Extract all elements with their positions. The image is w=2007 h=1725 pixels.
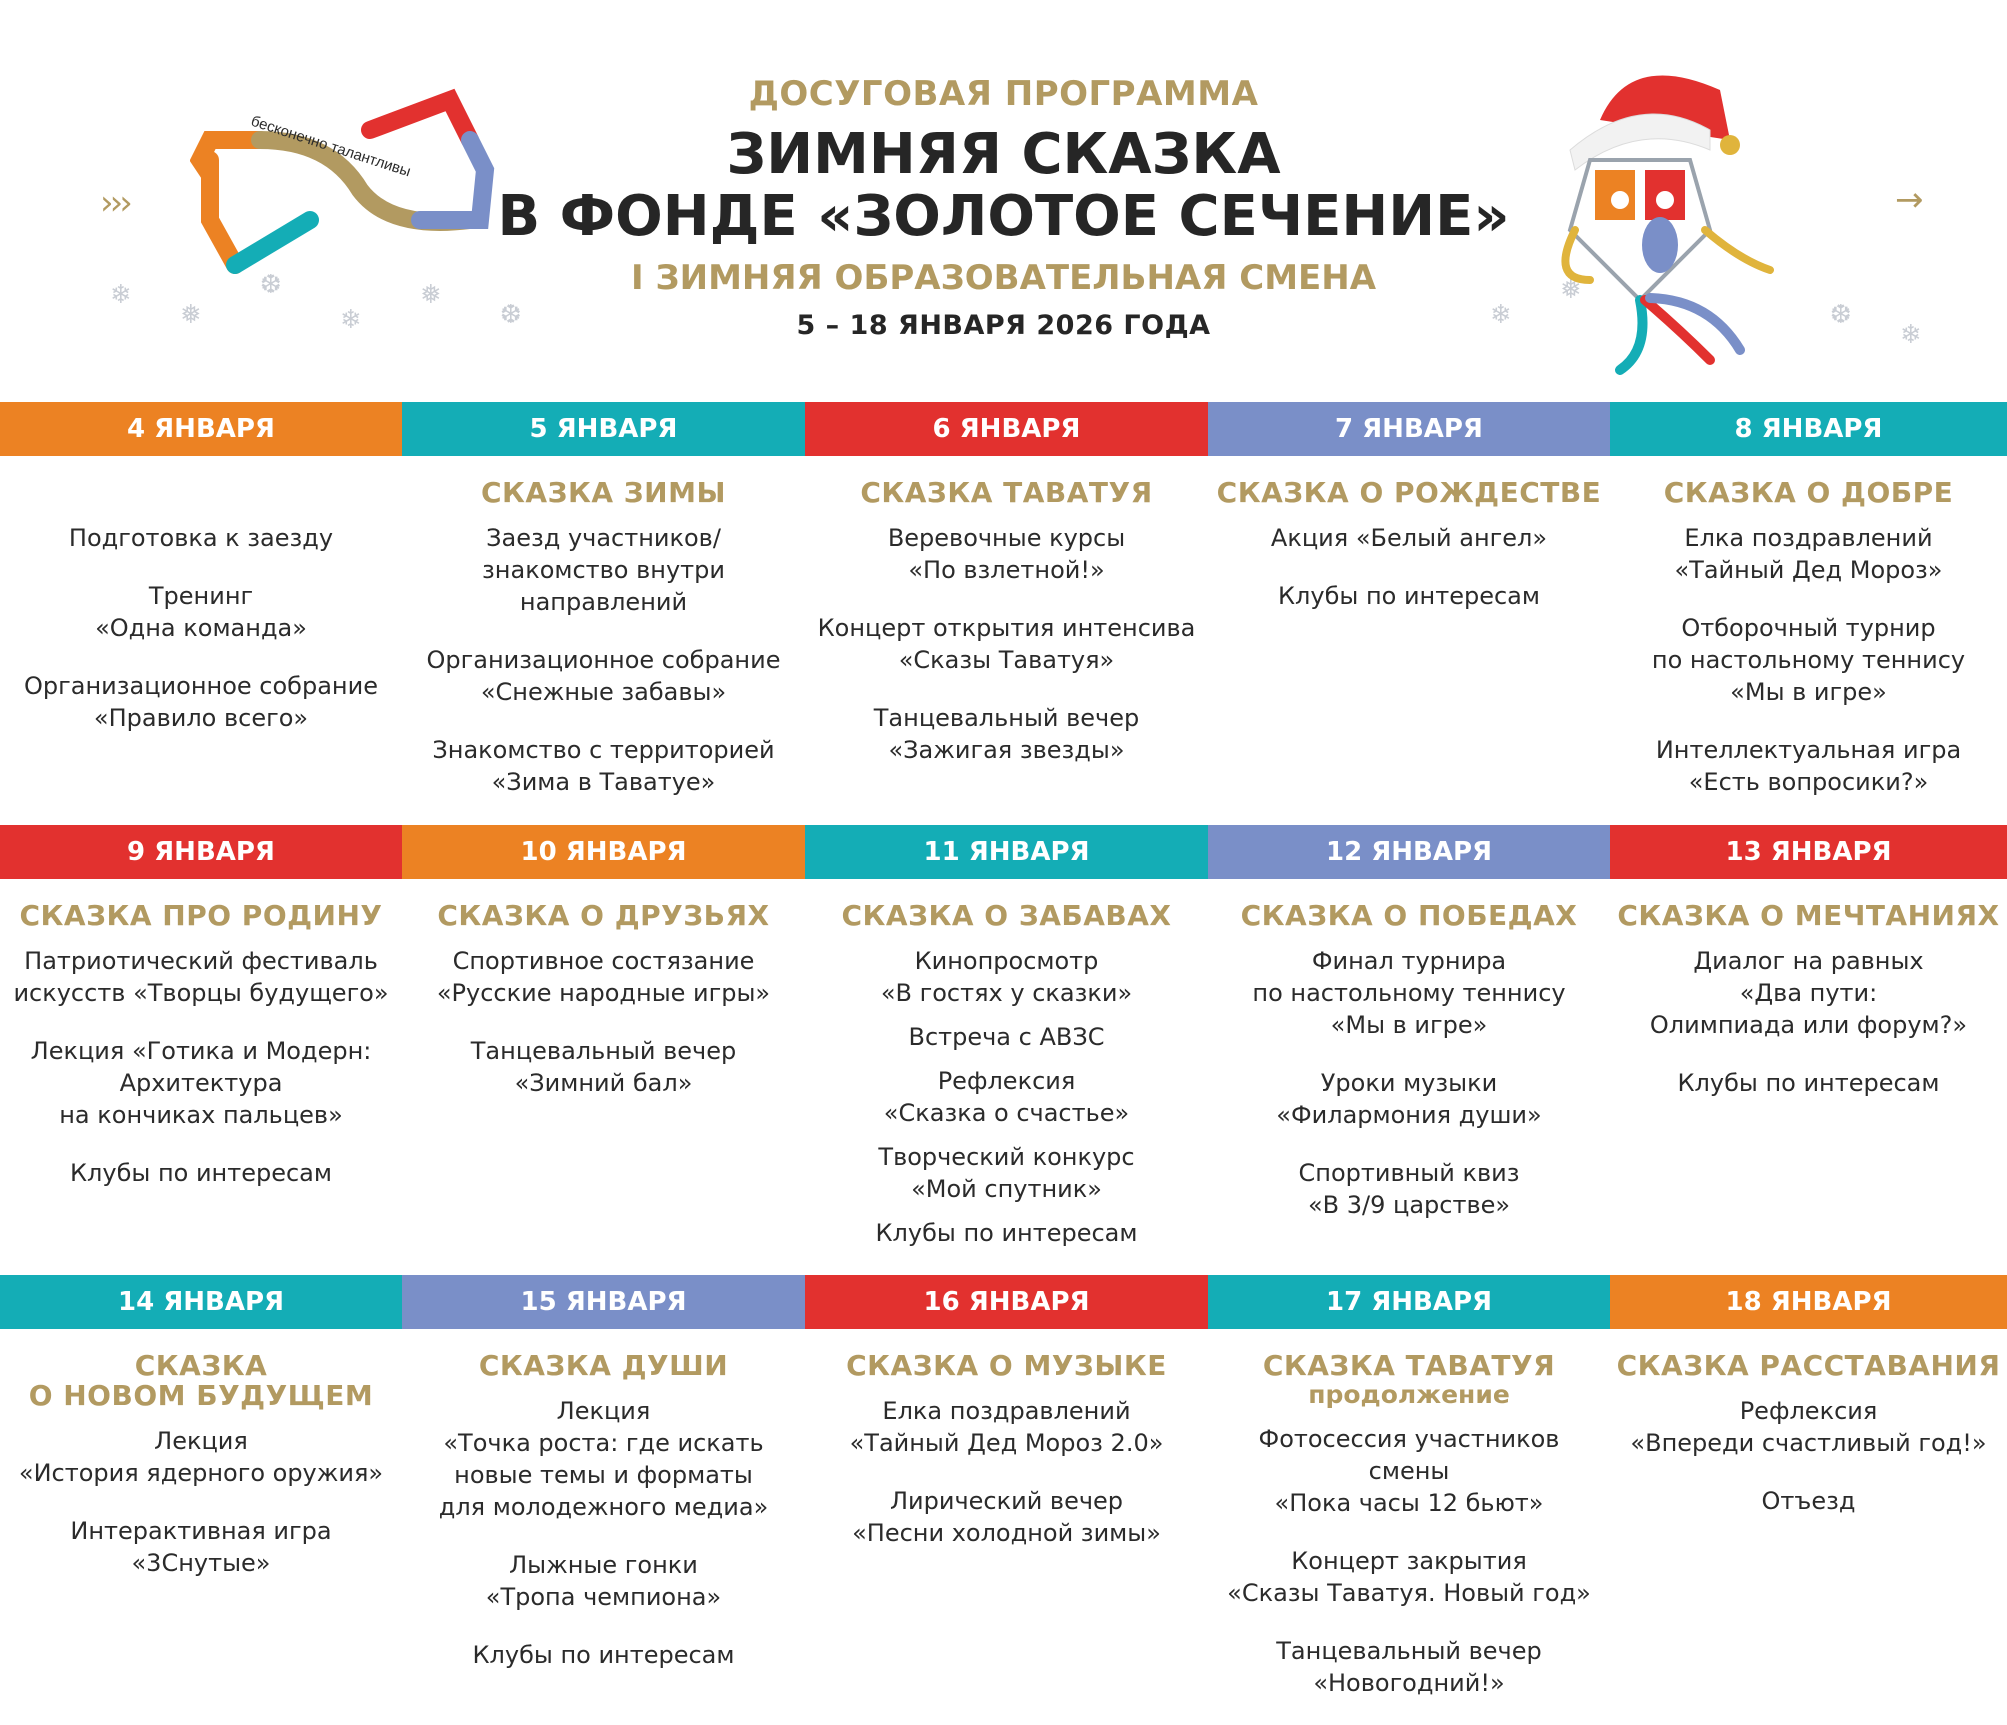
day-title: СКАЗКА ПРО РОДИНУ	[19, 899, 383, 932]
event-list	[0, 522, 402, 734]
event-item: Подготовка к заезду	[68, 524, 334, 552]
day-column	[1610, 1275, 2007, 1543]
date-bar: 16 ЯНВАРЯ	[805, 1275, 1208, 1329]
event-item: Рефлексия «Сказка о счастье»	[883, 1067, 1130, 1127]
decorative-chevrons-icon: ›››	[100, 183, 129, 223]
day-title: СКАЗКА О ДРУЗЬЯХ	[437, 899, 770, 932]
date-bar: 14 ЯНВАРЯ	[0, 1275, 402, 1329]
day-column	[0, 1275, 402, 1605]
event-item: Спортивное состязание «Русские народные игры»	[436, 947, 771, 1007]
event-list	[805, 1395, 1208, 1549]
event-list	[1208, 1423, 1610, 1699]
day-column	[1610, 825, 2007, 1125]
event-item: Лыжные гонки «Тропа чемпиона»	[485, 1551, 722, 1611]
snowflake-icon: ❆	[1830, 300, 1852, 330]
event-item: Фотосессия участников смены «Пока часы 12 бьют»	[1258, 1425, 1560, 1517]
date-bar: 6 ЯНВАРЯ	[805, 402, 1208, 456]
day-column	[0, 825, 402, 1215]
event-item: Организационное собрание «Правило всего»	[24, 672, 378, 732]
day-title: СКАЗКА ТАВАТУЯ	[860, 476, 1153, 509]
day-title: СКАЗКА О РОЖДЕСТВЕ	[1216, 476, 1602, 509]
event-item: Елка поздравлений «Тайный Дед Мороз»	[1674, 524, 1943, 584]
snowflake-icon: ❆	[260, 270, 282, 300]
day-title: СКАЗКА О МУЗЫКЕ	[846, 1349, 1167, 1382]
day-title: СКАЗКА ДУШИ	[478, 1349, 729, 1382]
day-column	[805, 1275, 1208, 1575]
day-title: СКАЗКА О ЗАБАВАХ	[841, 899, 1172, 932]
snowflake-icon: ❅	[420, 280, 442, 310]
subtitle-bottom: I ЗИМНЯЯ ОБРАЗОВАТЕЛЬНАЯ СМЕНА	[630, 258, 1377, 298]
day-title	[0, 478, 402, 508]
event-item: Патриотический фестиваль искусств «Творцы будущего»	[13, 947, 389, 1007]
event-item: Концерт открытия интенсива «Сказы Таватуя»	[817, 614, 1196, 674]
day-title: СКАЗКА О ПОБЕДАХ	[1240, 899, 1578, 932]
event-item: Елка поздравлений «Тайный Дед Мороз 2.0»	[849, 1397, 1164, 1457]
day-title: СКАЗКА РАССТАВАНИЯ	[1616, 1349, 2001, 1382]
svg-text:бесконечно талантливы: бесконечно талантливы	[248, 112, 413, 181]
snowflake-icon: ❆	[500, 300, 522, 330]
snowflake-icon: ❄	[340, 305, 362, 335]
event-list	[0, 945, 402, 1189]
event-item: Танцевальный вечер «Новогодний!»	[1276, 1637, 1542, 1697]
event-list	[1610, 945, 2007, 1099]
day-title: СКАЗКА О МЕЧТАНИЯХ	[1617, 899, 2000, 932]
decorative-arrow-icon: →	[1895, 180, 1924, 220]
event-item: Отъезд	[1761, 1487, 1856, 1515]
event-item: Акция «Белый ангел»	[1270, 524, 1548, 552]
event-item: Рефлексия «Впереди счастливый год!»	[1630, 1397, 1987, 1457]
day-column	[805, 402, 1208, 792]
date-bar: 11 ЯНВАРЯ	[805, 825, 1208, 879]
event-list	[1610, 522, 2007, 798]
snowflake-icon: ❄	[110, 280, 132, 310]
event-list	[402, 1395, 805, 1671]
day-column	[402, 402, 805, 824]
event-item: Лекция «Готика и Модерн: Архитектура на кончиках пальцев»	[30, 1037, 372, 1129]
event-item: Лекция «Точка роста: где искать новые темы и форматы для молодежного медиа»	[438, 1397, 769, 1521]
event-item: Лирический вечер «Песни холодной зимы»	[852, 1487, 1161, 1547]
snowflake-icon: ❅	[180, 300, 202, 330]
event-item: Тренинг «Одна команда»	[95, 582, 307, 642]
day-column	[402, 825, 805, 1125]
snowflake-icon: ❄	[1490, 300, 1512, 330]
day-column	[1208, 402, 1610, 638]
date-bar: 17 ЯНВАРЯ	[1208, 1275, 1610, 1329]
event-item: Концерт закрытия «Сказы Таватуя. Новый год»	[1227, 1547, 1591, 1607]
event-item: Знакомство с территорией «Зима в Таватуе»	[432, 736, 775, 796]
subtitle-top: ДОСУГОВАЯ ПРОГРАММА	[748, 74, 1259, 114]
event-item: Танцевальный вечер «Зимний бал»	[470, 1037, 737, 1097]
event-item: Веревочные курсы «По взлетной!»	[887, 524, 1126, 584]
event-item: Спортивный квиз «В 3/9 царстве»	[1298, 1159, 1520, 1219]
snowflake-icon: ❄	[1900, 320, 1922, 350]
snowflake-icon: ❅	[1560, 275, 1582, 305]
day-title: СКАЗКА ТАВАТУЯ	[1262, 1349, 1556, 1382]
day-column	[402, 1275, 805, 1697]
event-item: Уроки музыки «Филармония души»	[1276, 1069, 1542, 1129]
date-bar: 5 ЯНВАРЯ	[402, 402, 805, 456]
event-item: Финал турнира по настольному теннису «Мы в игре»	[1252, 947, 1566, 1039]
page-title: ЗИМНЯЯ СКАЗКА В ФОНДЕ «ЗОЛОТОЕ СЕЧЕНИЕ»	[497, 122, 1510, 249]
date-bar: 8 ЯНВАРЯ	[1610, 402, 2007, 456]
date-bar: 7 ЯНВАРЯ	[1208, 402, 1610, 456]
program-dates: 5 – 18 ЯНВАРЯ 2026 ГОДА	[796, 310, 1211, 341]
event-list	[402, 945, 805, 1099]
day-column	[1208, 825, 1610, 1247]
date-bar: 15 ЯНВАРЯ	[402, 1275, 805, 1329]
event-item: Встреча с АВЗС	[908, 1023, 1105, 1051]
event-item: Интерактивная игра «3Снутые»	[70, 1517, 332, 1577]
date-bar: 13 ЯНВАРЯ	[1610, 825, 2007, 879]
date-bar: 12 ЯНВАРЯ	[1208, 825, 1610, 879]
event-list	[1208, 945, 1610, 1221]
date-bar: 10 ЯНВАРЯ	[402, 825, 805, 879]
event-list	[402, 522, 805, 798]
event-item: Клубы по интересам	[1277, 582, 1540, 610]
day-column	[1610, 402, 2007, 824]
day-column	[0, 402, 402, 760]
day-subtitle: продолжение	[1308, 1380, 1510, 1409]
event-item: Интеллектуальная игра «Есть вопросики?»	[1655, 736, 1962, 796]
event-item: Лекция «История ядерного оружия»	[18, 1427, 384, 1487]
header	[0, 0, 2007, 400]
event-item: Диалог на равных «Два пути: Олимпиада или форум?»	[1649, 947, 1968, 1039]
event-list	[1208, 522, 1610, 612]
event-item: Творческий конкурс «Мой спутник»	[878, 1143, 1135, 1203]
event-item: Отборочный турнир по настольному теннису «Мы в игре»	[1651, 614, 1966, 706]
day-title: СКАЗКА О ДОБРЕ	[1663, 476, 1954, 509]
event-item: Кинопросмотр «В гостях у сказки»	[880, 947, 1133, 1007]
event-list	[0, 1425, 402, 1579]
event-list	[1610, 1395, 2007, 1517]
date-bar: 4 ЯНВАРЯ	[0, 402, 402, 456]
event-list	[805, 945, 1208, 1249]
event-item: Танцевальный вечер «Зажигая звезды»	[873, 704, 1140, 764]
date-bar: 18 ЯНВАРЯ	[1610, 1275, 2007, 1329]
event-item: Клубы по интересам	[69, 1159, 332, 1187]
day-column	[1208, 1275, 1610, 1725]
day-title: СКАЗКА О НОВОМ БУДУЩЕМ	[28, 1349, 374, 1412]
date-bar: 9 ЯНВАРЯ	[0, 825, 402, 879]
day-column	[805, 825, 1208, 1261]
event-item: Заезд участников/ знакомство внутри направлений	[482, 524, 725, 616]
day-title: СКАЗКА ЗИМЫ	[480, 476, 726, 509]
event-item: Клубы по интересам	[1677, 1069, 1940, 1097]
event-list	[805, 522, 1208, 766]
event-item: Клубы по интересам	[472, 1641, 735, 1669]
event-item: Клубы по интересам	[875, 1219, 1138, 1247]
event-item: Организационное собрание «Снежные забавы»	[426, 646, 781, 706]
